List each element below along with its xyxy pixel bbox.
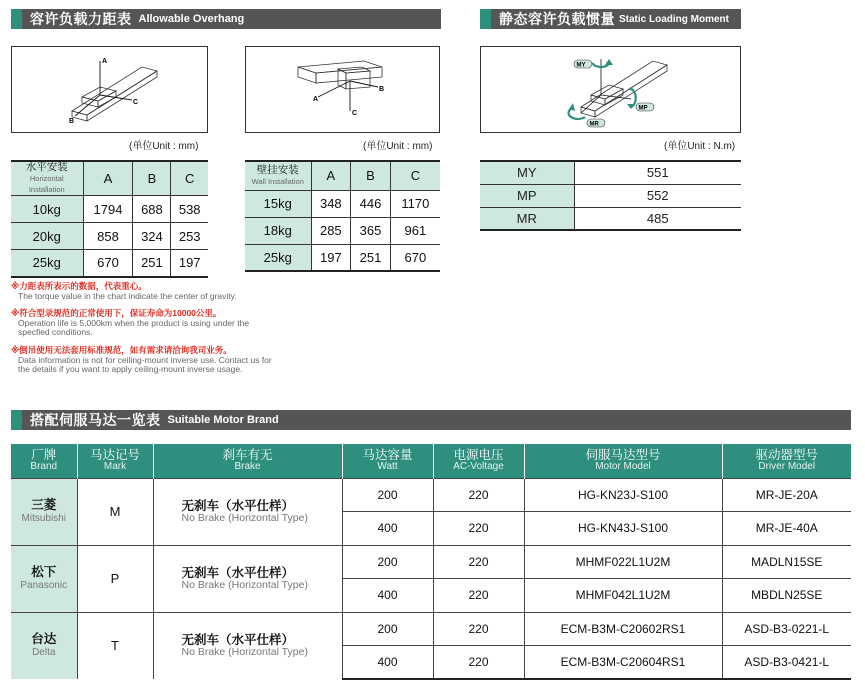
brand-en: Panasonic [20, 579, 68, 591]
header-col-c: C [171, 161, 208, 196]
table-row [11, 250, 208, 277]
header-zh: 伺服马达型号 [585, 447, 661, 462]
table-row [11, 612, 851, 646]
load-cell: 25kg [11, 250, 83, 277]
value-a: 1794 [83, 196, 133, 223]
unit-label-wall: (单位Unit : mm) [363, 141, 433, 152]
table-header-row [11, 161, 208, 196]
voltage-cell: 220 [433, 478, 524, 512]
mark-cell: M [77, 478, 153, 545]
value-b: 365 [351, 217, 391, 244]
overhang-title-en: Allowable Overhang [138, 13, 245, 25]
voltage-cell: 220 [433, 579, 524, 613]
header-installation [11, 161, 83, 196]
header-zh: 驱动器型号 [755, 447, 818, 462]
unit-label-static: (单位Unit : N.m) [664, 141, 736, 152]
brake-zh: 无刹车（水平仕样） [181, 632, 295, 647]
brake-zh: 无刹车（水平仕样） [181, 498, 295, 513]
watt-cell: 400 [342, 512, 433, 546]
brand-zh: 三菱 [31, 497, 57, 512]
header-installation-zh: 壁挂安装 [256, 163, 299, 176]
moment-key: MR [480, 207, 574, 230]
header-driver-model [722, 444, 851, 478]
moment-label-my: MY [576, 62, 586, 69]
watt-cell: 200 [342, 478, 433, 512]
moment-key: MP [480, 184, 574, 207]
value-c: 1170 [390, 190, 440, 217]
overhang-title-zh: 容许负载力距表 [30, 11, 132, 27]
load-cell: 25kg [245, 244, 311, 271]
moment-value: 552 [574, 184, 741, 207]
value-b: 251 [351, 244, 391, 271]
table-row [480, 184, 741, 207]
header-en: Motor Model [595, 460, 651, 472]
watt-cell: 200 [342, 612, 433, 646]
moment-value: 551 [574, 161, 741, 184]
moment-label-mp: MP [638, 105, 648, 112]
table-header-row [245, 161, 440, 190]
title-accent-mark [480, 9, 491, 29]
overhang-section-title [11, 9, 441, 29]
voltage-cell: 220 [433, 612, 524, 646]
moment-value: 485 [574, 207, 741, 230]
brand-zh: 台达 [31, 631, 57, 646]
load-cell: 15kg [245, 190, 311, 217]
value-c: 253 [171, 223, 208, 250]
table-row [11, 545, 851, 579]
axis-label-a: A [102, 58, 108, 65]
header-en: Driver Model [758, 460, 816, 472]
wall-overhang-table [245, 160, 440, 272]
brake-zh: 无刹车（水平仕样） [181, 565, 295, 580]
load-cell: 20kg [11, 223, 83, 250]
motor-brand-table [11, 444, 851, 680]
driver-model-cell: ASD-B3-0421-L [722, 646, 851, 680]
title-accent-mark [11, 410, 22, 430]
mark-cell: P [77, 545, 153, 612]
static-section-title [480, 9, 741, 29]
motor-model-cell: HG-KN43J-S100 [524, 512, 722, 546]
driver-model-cell: ASD-B3-0221-L [722, 612, 851, 646]
table-row [245, 217, 440, 244]
motor-title-en: Suitable Motor Brand [167, 414, 279, 426]
brake-en: No Brake (Horizontal Type) [181, 511, 308, 524]
header-watt [342, 444, 433, 478]
motor-section-title [11, 410, 851, 430]
motor-model-cell: ECM-B3M-C20602RS1 [524, 612, 722, 646]
driver-model-cell: MR-JE-40A [722, 512, 851, 546]
moment-key: MY [480, 161, 574, 184]
static-title-zh: 静态容许负载惯量 [499, 11, 615, 27]
brake-cell [153, 545, 342, 612]
header-motor-model [524, 444, 722, 478]
voltage-cell: 220 [433, 545, 524, 579]
load-cell: 18kg [245, 217, 311, 244]
note-gravity [11, 282, 291, 301]
value-a: 285 [311, 217, 351, 244]
note-en: The torque value in the chart indicate the center of gravity. [18, 290, 237, 301]
value-b: 688 [133, 196, 171, 223]
watt-cell: 400 [342, 646, 433, 680]
header-installation-en: Horizontal Installation [28, 174, 65, 194]
header-col-b: B [133, 161, 171, 196]
brand-cell [11, 478, 77, 545]
unit-label-horizontal: (单位Unit : mm) [129, 141, 199, 152]
header-col-c: C [390, 161, 440, 190]
header-voltage [433, 444, 524, 478]
note-zh: ※力距表所表示的数据，代表重心。 [11, 281, 147, 291]
header-en: Brand [30, 460, 58, 472]
header-zh: 马达记号 [89, 447, 140, 462]
note-life [11, 309, 291, 338]
value-c: 961 [390, 217, 440, 244]
value-b: 251 [133, 250, 171, 277]
motor-model-cell: ECM-B3M-C20604RS1 [524, 646, 722, 680]
note-ceiling [11, 346, 291, 375]
header-installation-zh: 水平安装 [25, 161, 68, 173]
table-row [11, 223, 208, 250]
note-en: Data information is not for ceiling-mount inverse use. Contact us for the details if you want to apply ceiling-mount inverse usage. [18, 354, 272, 374]
header-brand [11, 444, 77, 478]
header-brake [153, 444, 342, 478]
axis-label-b: B [379, 86, 385, 93]
value-a: 670 [83, 250, 133, 277]
watt-cell: 200 [342, 545, 433, 579]
brake-cell [153, 612, 342, 679]
motor-model-cell: MHMF022L1U2M [524, 545, 722, 579]
brake-en: No Brake (Horizontal Type) [181, 578, 308, 591]
axis-label-a: A [313, 96, 319, 103]
moment-label-mr: MR [589, 121, 599, 128]
table-header-row [11, 444, 851, 478]
mark-cell: T [77, 612, 153, 679]
motor-model-cell: MHMF042L1U2M [524, 579, 722, 613]
static-moment-table [480, 160, 741, 231]
driver-model-cell: MBDLN25SE [722, 579, 851, 613]
static-title-en: Static Loading Moment [619, 13, 729, 25]
header-en: Watt [377, 460, 398, 472]
header-col-a: A [83, 161, 133, 196]
table-row [245, 244, 440, 271]
horizontal-overhang-diagram [11, 46, 208, 133]
table-row [480, 207, 741, 230]
axis-label-b: B [69, 118, 75, 125]
header-zh: 刹车有无 [222, 447, 273, 462]
table-row [11, 478, 851, 512]
brand-en: Delta [32, 646, 56, 658]
driver-model-cell: MADLN15SE [722, 545, 851, 579]
static-moment-diagram [480, 46, 741, 133]
horizontal-overhang-table [11, 160, 208, 278]
load-cell: 10kg [11, 196, 83, 223]
axis-label-c: C [352, 110, 358, 117]
value-b: 446 [351, 190, 391, 217]
title-accent-mark [11, 9, 22, 29]
value-a: 348 [311, 190, 351, 217]
voltage-cell: 220 [433, 646, 524, 680]
header-installation [245, 161, 311, 190]
watt-cell: 400 [342, 579, 433, 613]
driver-model-cell: MR-JE-20A [722, 478, 851, 512]
note-en: Operation life is 5,000km when the product is using under the specfied conditions. [18, 317, 250, 337]
brand-en: Mitsubishi [21, 512, 66, 524]
brake-cell [153, 478, 342, 545]
table-row [11, 196, 208, 223]
motor-title-zh: 搭配伺服马达一览表 [30, 412, 161, 428]
voltage-cell: 220 [433, 512, 524, 546]
header-col-b: B [351, 161, 391, 190]
note-zh: ※倒吊使用无法套用标准规范，如有需求请洽询我司业务。 [11, 345, 232, 355]
header-col-a: A [311, 161, 351, 190]
header-zh: 厂牌 [31, 447, 57, 462]
header-mark [77, 444, 153, 478]
brand-zh: 松下 [31, 564, 57, 579]
header-en: Brake [234, 460, 261, 472]
brand-cell [11, 612, 77, 679]
header-en: Mark [103, 460, 127, 472]
brand-cell [11, 545, 77, 612]
note-zh: ※符合型录规范的正常使用下，保证寿命为10000公里。 [11, 308, 222, 318]
header-zh: 马达容量 [362, 447, 413, 462]
brake-en: No Brake (Horizontal Type) [181, 645, 308, 658]
value-b: 324 [133, 223, 171, 250]
value-a: 197 [311, 244, 351, 271]
table-row [480, 161, 741, 184]
table-row [245, 190, 440, 217]
axis-label-c: C [133, 99, 139, 106]
value-c: 197 [171, 250, 208, 277]
value-c: 538 [171, 196, 208, 223]
header-zh: 电源电压 [453, 447, 504, 462]
wall-overhang-diagram [245, 46, 440, 133]
value-c: 670 [390, 244, 440, 271]
header-en: AC-Voltage [453, 460, 504, 472]
header-installation-en: Wall Installation [251, 176, 304, 186]
value-a: 858 [83, 223, 133, 250]
motor-model-cell: HG-KN23J-S100 [524, 478, 722, 512]
